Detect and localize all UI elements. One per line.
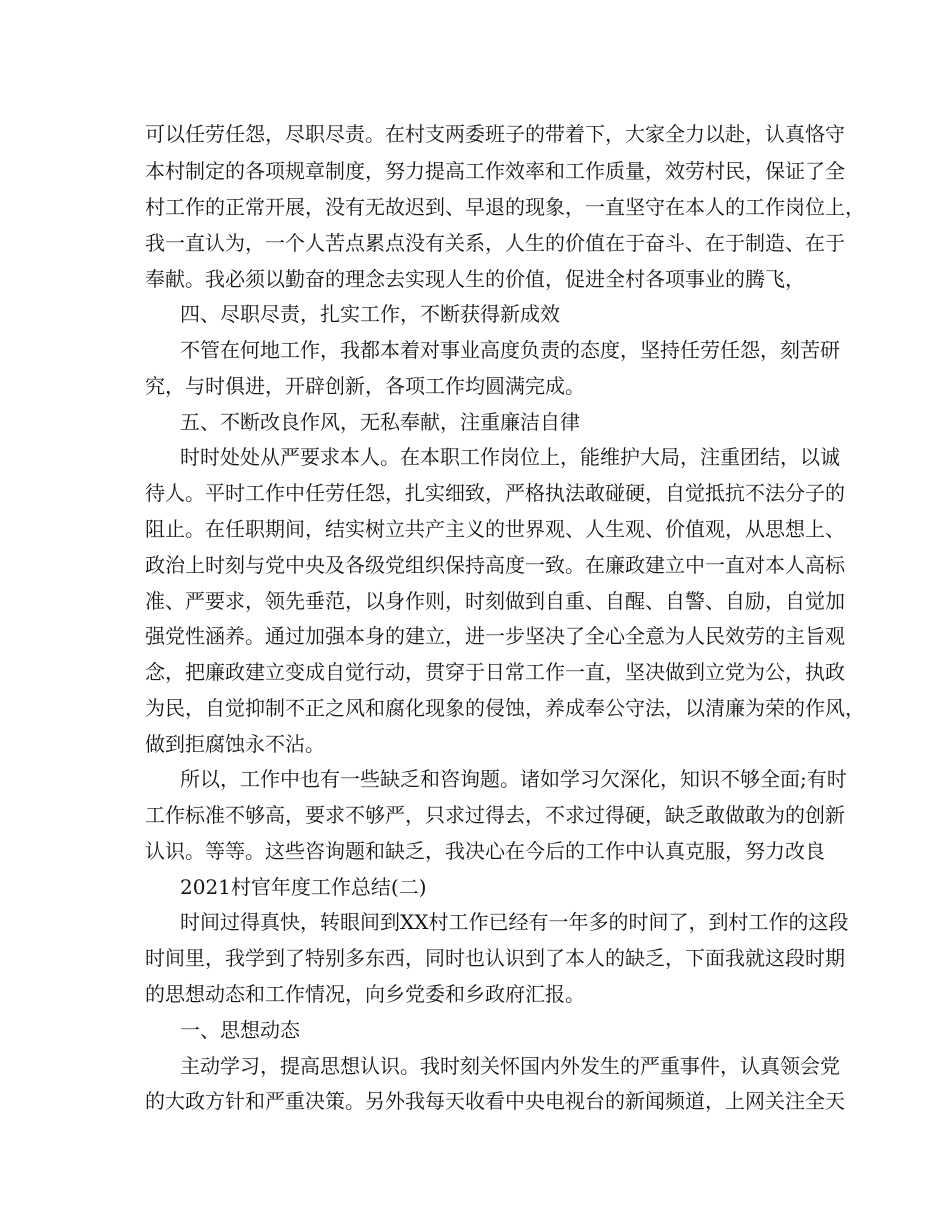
text-line: 我一直认为，一个人苦点累点没有关系，人生的价值在于奋斗、在于制造、在于 xyxy=(145,231,845,255)
text-line: 的思想动态和工作情况，向乡党委和乡政府汇报。 xyxy=(145,982,585,1006)
text-line: 时间里，我学到了特别多东西，同时也认识到了本人的缺乏，下面我就这段时期 xyxy=(145,946,845,970)
text-line: 认识。等等。这些咨询题和缺乏，我决心在今后的工作中认真克服，努力改良 xyxy=(145,839,825,863)
section-heading: 五、不断改良作风，无私奉献，注重廉洁自律 xyxy=(180,410,580,434)
text-line: 准、严要求，领先垂范，以身作则，时刻做到自重、自醒、自警、自励，自觉加 xyxy=(145,589,845,613)
text-line: 为民，自觉抑制不正之风和腐化现象的侵蚀，养成奉公守法，以清廉为荣的作风， xyxy=(145,696,865,720)
text-line: 本村制定的各项规章制度，努力提高工作效率和工作质量，效劳村民，保证了全 xyxy=(145,159,845,183)
text-line: 村工作的正常开展，没有无故迟到、早退的现象，一直坚守在本人的工作岗位上， xyxy=(145,195,865,219)
text-line: 所以，工作中也有一些缺乏和咨询题。诸如学习欠深化，知识不够全面;有时 xyxy=(180,767,847,791)
text-line: 可以任劳任怨，尽职尽责。在村支两委班子的带着下，大家全力以赴，认真恪守 xyxy=(145,122,845,146)
text-line: 究，与时俱进，开辟创新，各项工作均圆满完成。 xyxy=(145,374,585,398)
text-line: 时间过得真快，转眼间到XX村工作已经有一年多的时间了，到村工作的这段 xyxy=(180,910,849,934)
text-line: 念，把廉政建立变成自觉行动，贯穿于日常工作一直，坚决做到立党为公，执政 xyxy=(145,660,845,684)
text-line: 工作标准不够高，要求不够严，只求过得去，不求过得硬，缺乏敢做敢为的创新 xyxy=(145,803,845,827)
text-line: 阻止。在任职期间，结实树立共产主义的世界观、人生观、价值观，从思想上、 xyxy=(145,517,845,541)
text-line: 待人。平时工作中任劳任怨，扎实细致，严格执法敢碰硬，自觉抵抗不法分子的 xyxy=(145,481,845,505)
text-line: 时时处处从严要求本人。在本职工作岗位上，能维护大局，注重团结，以诚 xyxy=(180,445,840,469)
document-subtitle: 2021村官年度工作总结(二) xyxy=(180,875,427,899)
section-heading: 一、思想动态 xyxy=(180,1018,300,1042)
text-line: 的大政方针和严重决策。另外我每天收看中央电视台的新闻频道，上网关注全天 xyxy=(145,1089,845,1113)
text-line: 主动学习，提高思想认识。我时刻关怀国内外发生的严重事件，认真领会党 xyxy=(180,1054,840,1078)
text-line: 强党性涵养。通过加强本身的建立，进一步坚决了全心全意为人民效劳的主旨观 xyxy=(145,624,845,648)
text-line: 政治上时刻与党中央及各级党组织保持高度一致。在廉政建立中一直对本人高标 xyxy=(145,553,845,577)
text-line: 奉献。我必须以勤奋的理念去实现人生的价值，促进全村各项事业的腾飞， xyxy=(145,267,805,291)
text-line: 做到拒腐蚀永不沾。 xyxy=(145,732,325,756)
text-line: 不管在何地工作，我都本着对事业高度负责的态度，坚持任劳任怨，刻苦研 xyxy=(180,338,840,362)
section-heading: 四、尽职尽责，扎实工作，不断获得新成效 xyxy=(180,302,560,326)
